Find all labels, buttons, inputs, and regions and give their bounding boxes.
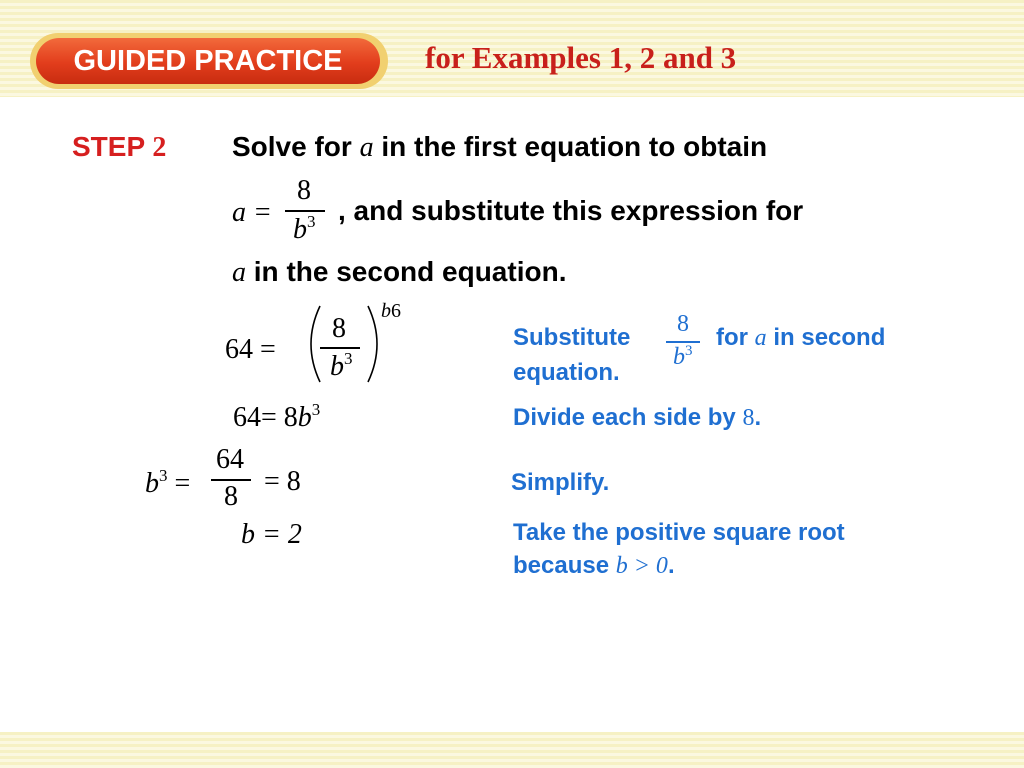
work-row1-outer-var: b [381, 300, 391, 322]
explanation-1-numerator: 8 [677, 311, 689, 337]
guided-practice-badge: GUIDED PRACTICE [36, 38, 380, 84]
work-row2-exp: 3 [311, 400, 321, 419]
work-row3-denominator: 8 [224, 481, 238, 512]
explanation-2-period: . [754, 404, 762, 431]
explanation-1-den-var: b [673, 344, 685, 370]
work-row3-numerator: 64 [216, 444, 244, 475]
work-row3-lhs [145, 466, 190, 500]
step-number: 2 [152, 132, 167, 163]
intro-line3-text: in the second equation. [253, 256, 567, 287]
explanation-2 [513, 404, 761, 432]
intro-line-3 [232, 256, 566, 289]
explanation-2-text: Divide each side by [513, 404, 736, 431]
explanation-4-because: because [513, 552, 610, 579]
intro-line-1 [232, 131, 767, 164]
explanation-2-number: 8 [742, 405, 755, 431]
explanation-1-line2: equation. [513, 359, 620, 386]
intro-line2-denominator [293, 212, 316, 246]
intro-line2-den-var: b [293, 214, 307, 245]
explanation-4-line2 [513, 552, 675, 580]
work-row1-outer-exponent [381, 300, 401, 323]
work-row1-den-exp: 3 [344, 349, 353, 368]
work-row3-eq: = [174, 468, 191, 499]
work-row1-denominator [330, 349, 353, 383]
explanation-4-line1: Take the positive square root [513, 519, 845, 546]
explanation-1-denominator [673, 343, 693, 371]
intro-line2-lhs: a = [232, 197, 272, 228]
work-row1-outer-exp: 6 [391, 300, 401, 322]
step-word: STEP [72, 131, 145, 162]
intro-line2-den-exp: 3 [307, 212, 316, 231]
explanation-1-in-second: in second [773, 324, 886, 351]
work-row2-text: 64= 8 [233, 402, 298, 433]
slide-subtitle: for Examples 1, 2 and 3 [425, 40, 737, 75]
work-row3-rhs: = 8 [264, 466, 301, 497]
explanation-3: Simplify. [511, 469, 610, 496]
work-row3-lhs-exp: 3 [159, 466, 168, 485]
intro-line1-text-a: Solve for [232, 131, 352, 162]
explanation-4-period: . [667, 552, 675, 579]
intro-line1-var: a [359, 132, 374, 163]
work-row1-den-var: b [330, 351, 344, 382]
explanation-1-for: for [716, 324, 748, 351]
step-label [72, 131, 166, 164]
footer-band [0, 732, 1024, 768]
work-row4: b = 2 [241, 519, 302, 550]
intro-line1-text-b: in the first equation to obtain [381, 131, 768, 162]
explanation-1-line1-b [716, 324, 885, 352]
work-row1-numerator: 8 [332, 313, 346, 344]
intro-line3-var: a [232, 257, 246, 288]
intro-line2-numerator: 8 [297, 175, 311, 206]
work-row2-var: b [297, 402, 312, 433]
explanation-1-den-exp: 3 [685, 343, 693, 359]
intro-line2-text: , and substitute this expression for [338, 195, 804, 226]
explanation-4-expression: b > 0 [615, 553, 668, 579]
work-row2 [233, 400, 320, 434]
explanation-1-line1-a: Substitute [513, 324, 631, 351]
work-row1-lhs: 64 = [225, 334, 276, 365]
explanation-1-var: a [754, 325, 767, 351]
work-row3-lhs-var: b [145, 468, 159, 499]
